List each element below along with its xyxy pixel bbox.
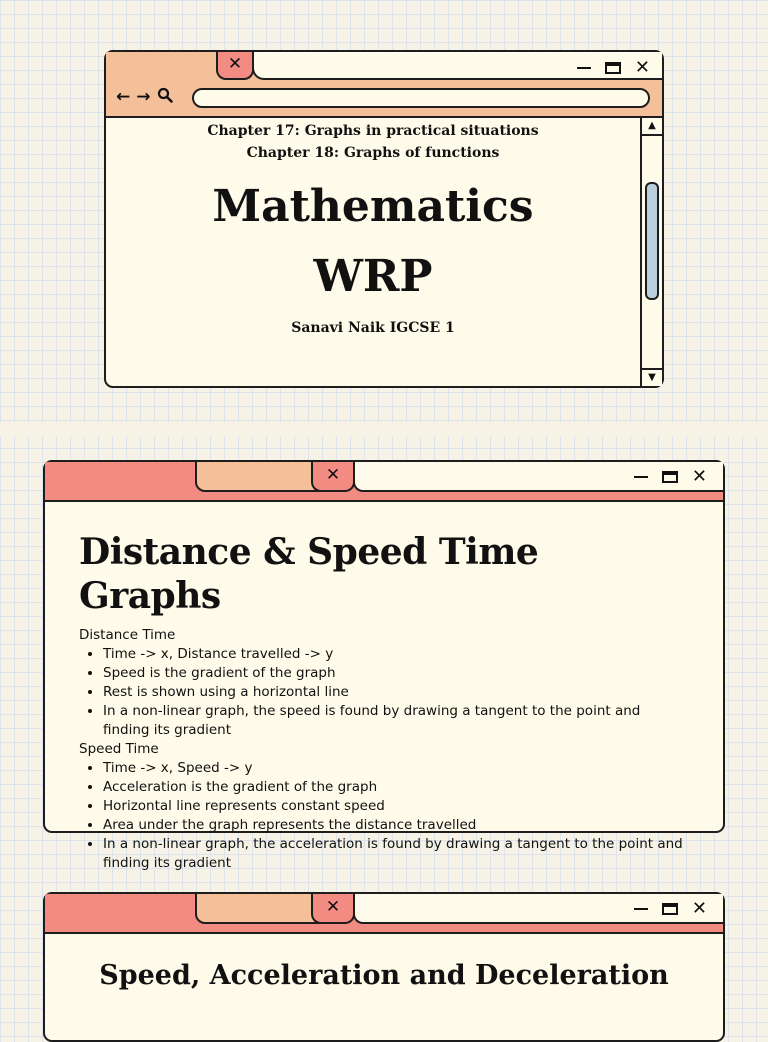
title-bar [45, 894, 723, 934]
list-item: • Horizontal line represents constant speed [103, 797, 689, 816]
list-item: • Time -> x, Distance travelled -> y [103, 645, 689, 664]
tab[interactable] [195, 894, 321, 924]
distance-time-list [79, 645, 689, 740]
cover-content [106, 118, 640, 386]
section-heading-speed-time: Speed Time [79, 741, 159, 757]
slide-title: Distance & Speed Time Graphs [79, 531, 539, 617]
back-arrow-icon[interactable]: ← [116, 87, 131, 107]
scroll-thumb[interactable] [645, 182, 659, 300]
forward-arrow-icon[interactable]: → [136, 87, 151, 107]
slide-divider [0, 422, 768, 436]
maximize-icon[interactable] [662, 471, 678, 483]
scroll-up-icon[interactable]: ▲ [642, 118, 662, 136]
close-icon[interactable]: ✕ [691, 466, 707, 487]
title-bar [45, 462, 723, 502]
acceleration-window [43, 892, 725, 1042]
minimize-icon[interactable] [634, 476, 648, 478]
section-heading-distance-time: Distance Time [79, 627, 176, 643]
list-item: • Rest is shown using a horizontal line [103, 683, 689, 702]
tab-close-icon[interactable]: ✕ [216, 52, 254, 80]
tab-close-icon[interactable]: ✕ [311, 894, 355, 924]
search-icon[interactable] [157, 87, 173, 108]
cover-title: Mathematics [212, 181, 534, 232]
title-bar [106, 52, 662, 80]
window-controls [634, 900, 707, 918]
address-bar[interactable] [192, 88, 650, 108]
slide-body [45, 502, 723, 871]
list-item: • Acceleration is the gradient of the graph [103, 778, 689, 797]
list-item: • Time -> x, Speed -> y [103, 759, 689, 778]
list-item: • In a non-linear graph, the speed is found by drawing a tangent to the point and finding its gradient [103, 702, 689, 740]
minimize-icon[interactable] [634, 908, 648, 910]
cover-subtitle: WRP [313, 251, 433, 302]
window-controls [577, 59, 650, 77]
slide-body [45, 934, 723, 1040]
nav-bar [106, 80, 662, 118]
tab-close-icon[interactable]: ✕ [311, 462, 355, 492]
cover-window [104, 50, 664, 388]
close-icon[interactable]: ✕ [634, 57, 650, 78]
scroll-down-icon[interactable]: ▼ [642, 368, 662, 386]
speed-time-list [79, 759, 689, 873]
minimize-icon[interactable] [577, 67, 591, 69]
list-item: • Speed is the gradient of the graph [103, 664, 689, 683]
maximize-icon[interactable] [662, 903, 678, 915]
author-label: Sanavi Naik IGCSE 1 [291, 320, 455, 336]
chapter-18-heading: Chapter 18: Graphs of functions [246, 145, 500, 161]
list-item: • In a non-linear graph, the acceleration is found by drawing a tangent to the point and finding its gradient [103, 835, 689, 873]
vertical-scrollbar[interactable] [640, 118, 662, 386]
distance-speed-window [43, 460, 725, 871]
window-controls [634, 468, 707, 486]
close-icon[interactable]: ✕ [691, 898, 707, 919]
tab[interactable] [195, 462, 321, 492]
list-item: • Area under the graph represents the distance travelled [103, 816, 689, 835]
chapter-17-heading: Chapter 17: Graphs in practical situations [207, 123, 539, 139]
slide-title: Speed, Acceleration and Deceleration [99, 960, 669, 991]
maximize-icon[interactable] [605, 62, 621, 74]
